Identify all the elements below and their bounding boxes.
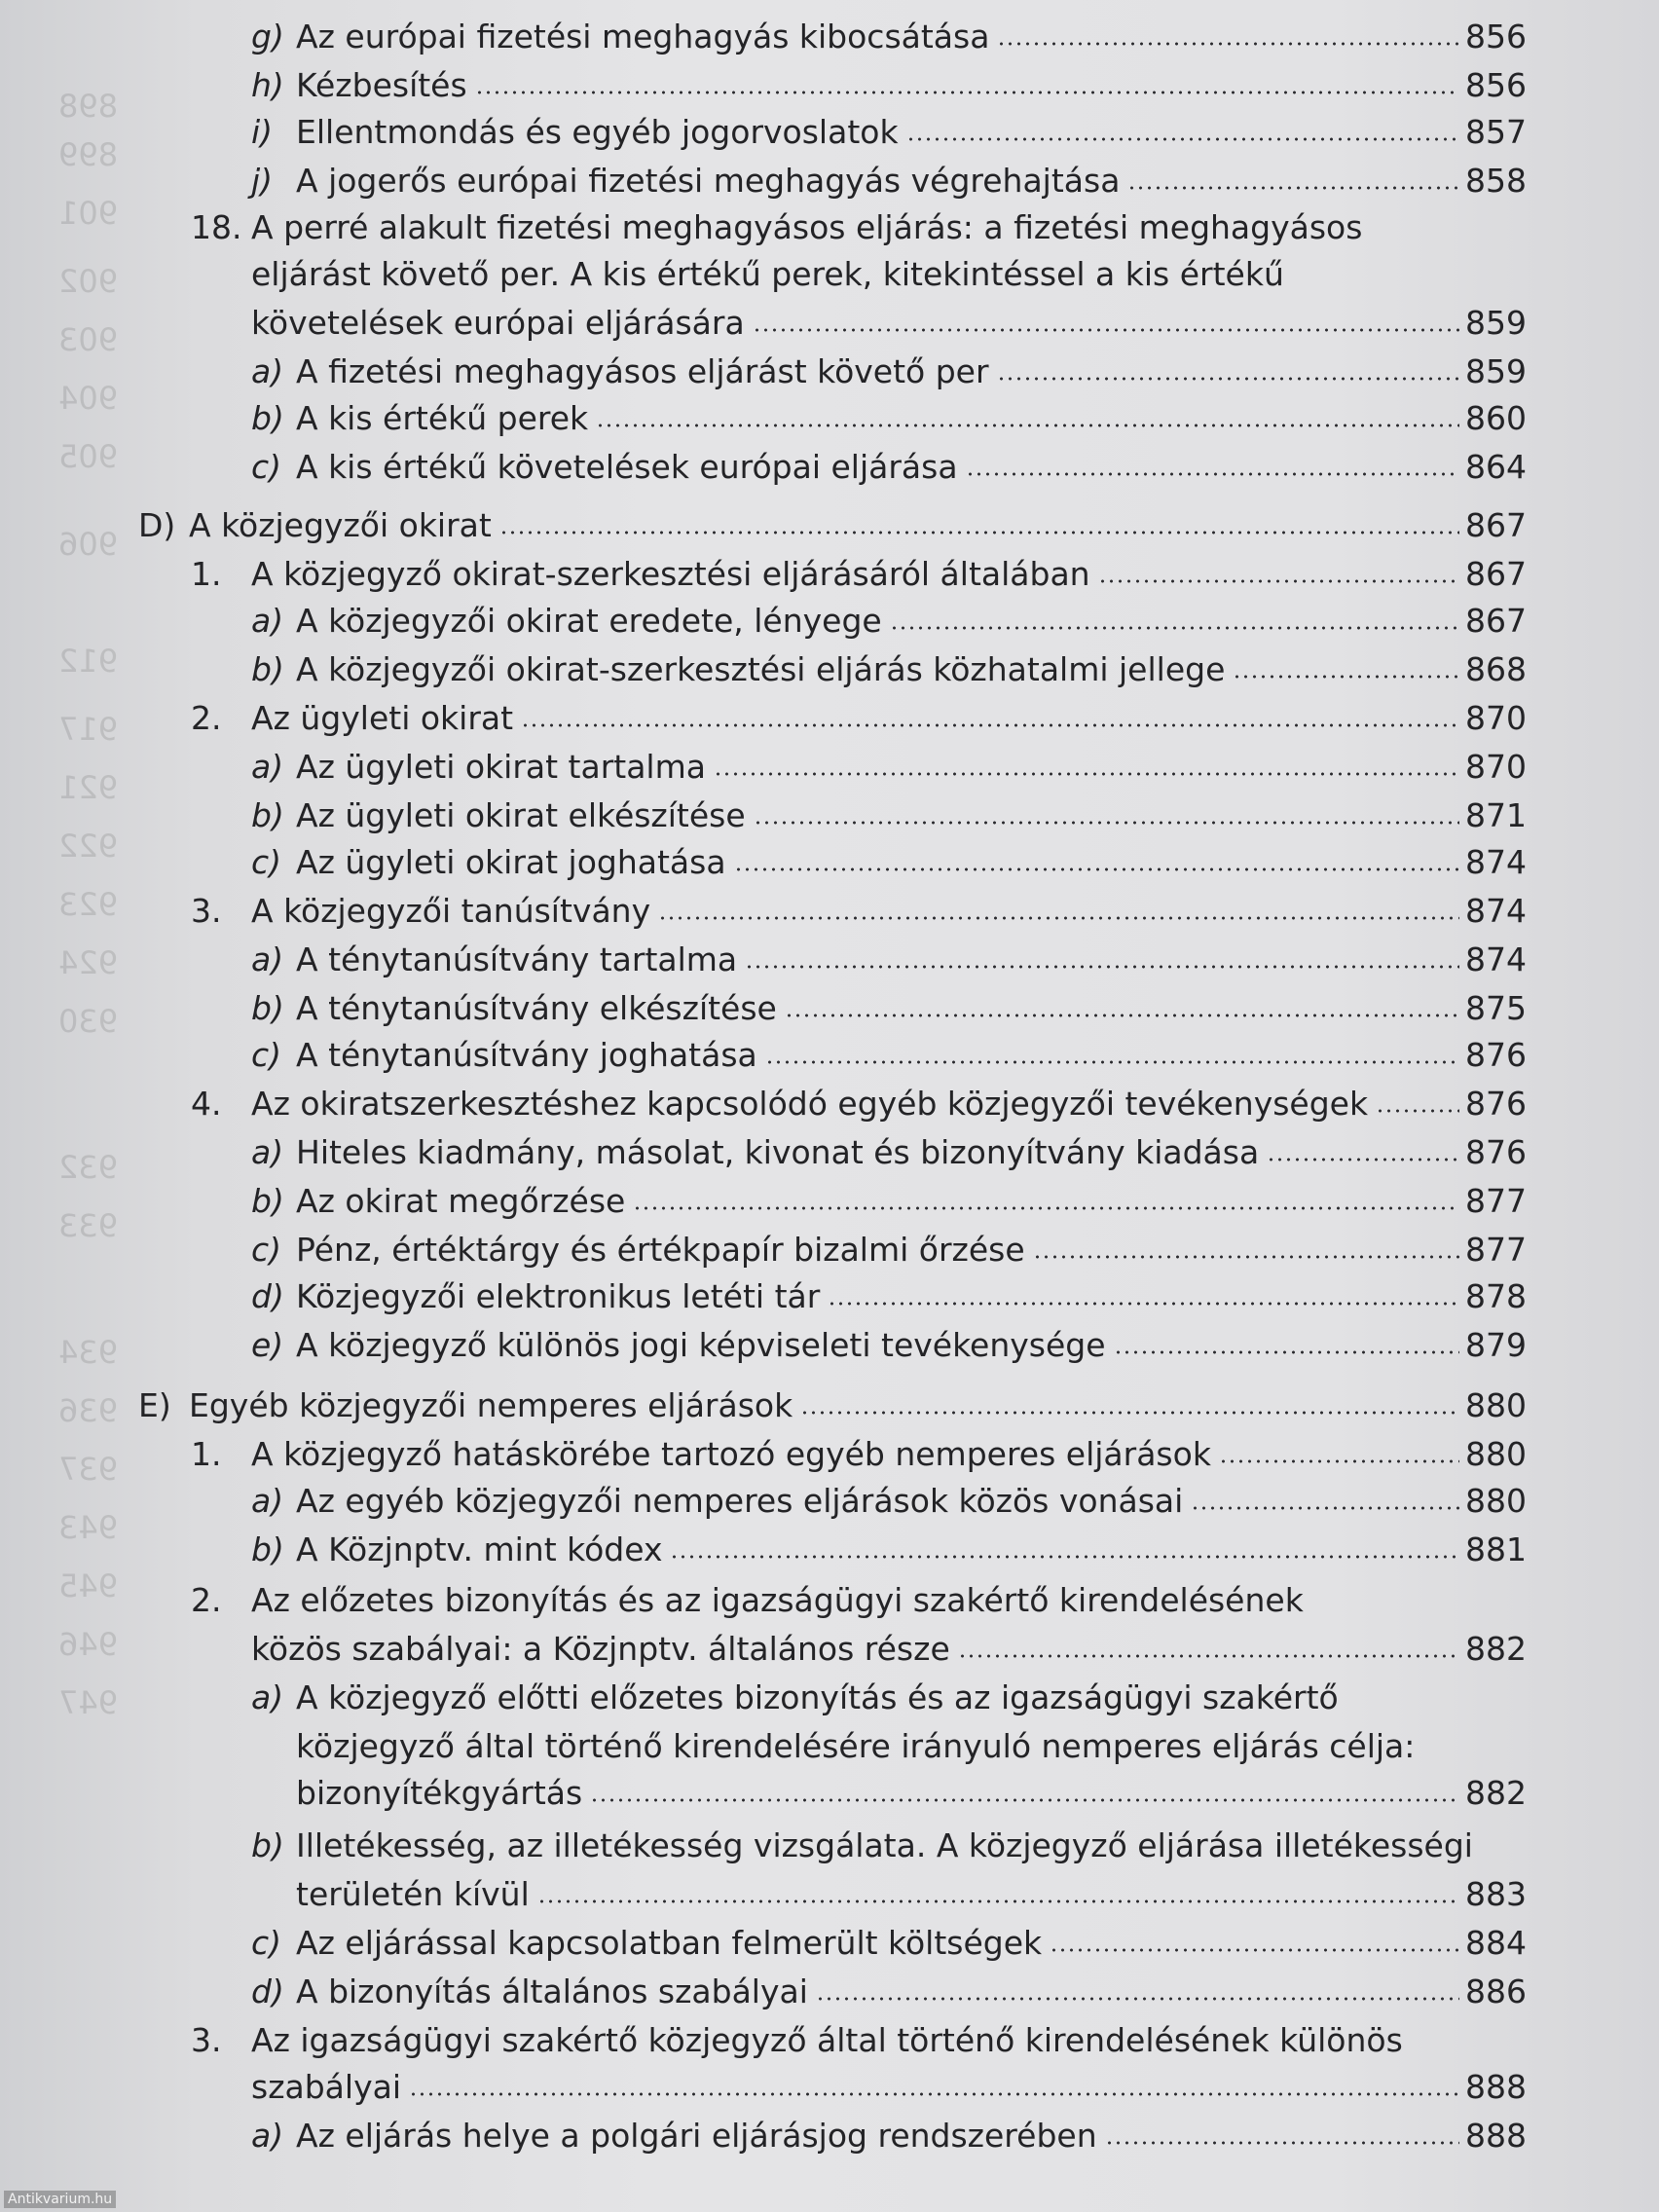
dot-leader [997, 377, 1459, 381]
dot-leader [745, 965, 1459, 969]
toc-entry [251, 1032, 1527, 1079]
toc-entry [251, 1273, 1527, 1320]
entry-title: Az okiratszerkesztéshez kapcsolódó egyéb közjegyzői tevékenységek [251, 1085, 1369, 1123]
toc-entry [191, 2017, 1527, 2064]
dot-leader [754, 821, 1459, 825]
entry-title: Az egyéb közjegyzői nemperes eljárások közös vonásai [296, 1482, 1184, 1520]
entry-number: 2. [191, 699, 222, 737]
dot-leader [1050, 1948, 1459, 1952]
toc-entry [251, 1322, 1527, 1369]
page-number: 864 [1465, 448, 1527, 486]
page-number: 859 [1465, 304, 1527, 342]
dot-leader [1127, 186, 1459, 190]
toc-entry [251, 839, 1527, 886]
entry-title: követelések európai eljárására [251, 304, 745, 342]
dot-leader [1098, 579, 1459, 583]
toc-entry [251, 2113, 1527, 2159]
dot-leader [499, 531, 1459, 535]
dot-leader [1267, 1158, 1459, 1161]
page-number: 880 [1465, 1386, 1527, 1424]
page-number: 874 [1465, 843, 1527, 881]
toc-entry [138, 502, 1527, 549]
entry-letter: a) [251, 1482, 284, 1520]
toc-entry [191, 888, 1527, 935]
entry-title: Kézbesítés [296, 66, 467, 104]
toc-entry [251, 109, 1527, 156]
toc-entry [251, 1227, 1527, 1273]
entry-letter: i) [251, 113, 274, 151]
toc-entry [251, 251, 1527, 298]
page-number: 878 [1465, 1277, 1527, 1315]
entry-letter: a) [251, 940, 284, 978]
page-number: 876 [1465, 1085, 1527, 1123]
dot-leader [1114, 1350, 1459, 1354]
entry-letter: a) [251, 602, 284, 640]
entry-letter: c) [251, 1231, 282, 1269]
page-number: 886 [1465, 1972, 1527, 2010]
entry-number: 1. [191, 555, 222, 593]
page-number: 881 [1465, 1530, 1527, 1568]
toc-entry [251, 744, 1527, 791]
entry-title: területén kívül [296, 1875, 530, 1913]
entry-title: A perré alakult fizetési meghagyásos eljárás: a fizetési meghagyásos [251, 208, 1363, 246]
page-number: 856 [1465, 66, 1527, 104]
entry-letter: a) [251, 1678, 284, 1716]
bleed-number: 899 [58, 136, 119, 173]
entry-letter: b) [251, 1826, 284, 1864]
entry-letter: c) [251, 1924, 282, 1962]
entry-letter: c) [251, 1036, 282, 1074]
entry-title: Hiteles kiadmány, másolat, kivonat és bizonyítvány kiadása [296, 1133, 1260, 1171]
dot-leader [1033, 1255, 1459, 1259]
entry-number: 1. [191, 1435, 222, 1473]
entry-title: Közjegyzői elektronikus letéti tár [296, 1277, 821, 1315]
watermark: Antikvarium.hu [4, 2191, 116, 2208]
bleed-number: 922 [58, 828, 119, 865]
entry-letter: a) [251, 748, 284, 786]
entry-letter: j) [251, 162, 274, 200]
bleed-number: 906 [58, 526, 119, 563]
toc-entry [251, 300, 1527, 347]
entry-letter: c) [251, 843, 282, 881]
entry-title: A jogerős európai fizetési meghagyás végrehajtása [296, 162, 1121, 200]
entry-title: A kis értékű követelések európai eljárása [296, 448, 958, 486]
dot-leader [714, 772, 1459, 776]
bleed-number: 945 [58, 1567, 119, 1604]
entry-letter: b) [251, 650, 284, 688]
toc-entry [251, 349, 1527, 395]
toc-entry [251, 598, 1527, 645]
page-number: 876 [1465, 1133, 1527, 1171]
entry-title: A ténytanúsítvány elkészítése [296, 989, 777, 1027]
entry-title: A közjegyző hatáskörébe tartozó egyéb nemperes eljárások [251, 1435, 1211, 1473]
page-number: 858 [1465, 162, 1527, 200]
bleed-number: 924 [58, 944, 119, 981]
entry-title: Pénz, értéktárgy és értékpapír bizalmi őrzése [296, 1231, 1025, 1269]
toc-entry [251, 985, 1527, 1032]
entry-title: Az eljárás helye a polgári eljárásjog rendszerében [296, 2117, 1097, 2155]
entry-title: Az ügyleti okirat [251, 699, 514, 737]
toc-entry [251, 444, 1527, 491]
bleed-number: 946 [58, 1626, 119, 1663]
dot-leader [633, 1206, 1459, 1210]
bleed-number: 923 [58, 886, 119, 923]
dot-leader [658, 916, 1459, 920]
entry-letter: b) [251, 1182, 284, 1220]
page-number: 879 [1465, 1326, 1527, 1364]
bleed-number: 930 [58, 1003, 119, 1040]
entry-title: A ténytanúsítvány tartalma [296, 940, 738, 978]
entry-title: Az ügyleti okirat tartalma [296, 748, 706, 786]
page-number: 856 [1465, 18, 1527, 55]
page-number: 874 [1465, 892, 1527, 930]
toc-entry [296, 1871, 1527, 1918]
page-number: 880 [1465, 1482, 1527, 1520]
page-number: 876 [1465, 1036, 1527, 1074]
entry-title: Az ügyleti okirat elkészítése [296, 796, 746, 834]
bleed-through-page-numbers [58, 0, 166, 2212]
bleed-number: 932 [58, 1149, 119, 1186]
dot-leader [906, 137, 1459, 141]
entry-title: A közjegyzői tanúsítvány [251, 892, 651, 930]
page-number: 883 [1465, 1875, 1527, 1913]
entry-number: E) [138, 1386, 171, 1424]
entry-letter: b) [251, 399, 284, 437]
dot-leader [1233, 675, 1459, 679]
page-number: 880 [1465, 1435, 1527, 1473]
entry-letter: b) [251, 796, 284, 834]
dot-leader [475, 91, 1459, 94]
entry-letter: d) [251, 1972, 284, 2010]
entry-number: 3. [191, 2021, 222, 2059]
entry-title: Illetékesség, az illetékesség vizsgálata. A közjegyző eljárása illetékességi [296, 1826, 1473, 1864]
dot-leader [537, 1899, 1459, 1903]
toc-entry [251, 395, 1527, 442]
entry-title: Az okirat megőrzése [296, 1182, 626, 1220]
page-number: 882 [1465, 1630, 1527, 1668]
toc-entry [138, 1382, 1527, 1429]
dot-leader [816, 1997, 1459, 2001]
entry-title: A bizonyítás általános szabályai [296, 1972, 808, 2010]
entry-title: Az eljárással kapcsolatban felmerült költségek [296, 1924, 1043, 1962]
dot-leader [1191, 1506, 1459, 1510]
dot-leader [521, 723, 1459, 727]
entry-number: D) [138, 506, 176, 544]
entry-letter: h) [251, 66, 284, 104]
page-number: 870 [1465, 699, 1527, 737]
toc-entry [251, 2064, 1527, 2111]
dot-leader [1105, 2141, 1459, 2145]
page-number: 882 [1465, 1774, 1527, 1812]
entry-title: bizonyítékgyártás [296, 1774, 583, 1812]
page-number: 871 [1465, 796, 1527, 834]
dot-leader [590, 1798, 1459, 1802]
toc-entry [251, 1675, 1527, 1721]
entry-letter: b) [251, 989, 284, 1027]
toc-entry [191, 551, 1527, 598]
toc-entry [251, 62, 1527, 109]
entry-letter: b) [251, 1530, 284, 1568]
entry-letter: c) [251, 448, 282, 486]
entry-title: Az előzetes bizonyítás és az igazságügyi szakértő kirendelésének [251, 1581, 1304, 1619]
toc-entry [251, 1823, 1527, 1869]
dot-leader [409, 2092, 1459, 2096]
dot-leader [765, 1060, 1459, 1064]
entry-letter: a) [251, 1133, 284, 1171]
page-number: 875 [1465, 989, 1527, 1027]
bleed-number: 902 [58, 263, 119, 300]
page-number: 867 [1465, 506, 1527, 544]
entry-title: eljárást követő per. A kis értékű perek, kitekintéssel a kis értékű [251, 255, 1284, 293]
entry-title: közjegyző által történő kirendelésére irányuló nemperes eljárás célja: [296, 1727, 1416, 1765]
dot-leader [1219, 1459, 1459, 1463]
toc-entry [191, 204, 1527, 251]
entry-title: Egyéb közjegyzői nemperes eljárások [189, 1386, 793, 1424]
bleed-number: 912 [58, 643, 119, 680]
entry-title: A ténytanúsítvány joghatása [296, 1036, 757, 1074]
toc-entry [191, 695, 1527, 742]
toc-entry [296, 1770, 1527, 1817]
dot-leader [890, 626, 1459, 630]
toc-entry [251, 793, 1527, 839]
page-number: 884 [1465, 1924, 1527, 1962]
toc-entry [251, 646, 1527, 693]
dot-leader [997, 42, 1459, 46]
page-number: 867 [1465, 602, 1527, 640]
entry-title: szabályai [251, 2068, 401, 2106]
toc-entry [296, 1723, 1527, 1770]
page-number: 888 [1465, 2117, 1527, 2155]
entry-number: 4. [191, 1085, 222, 1123]
toc-entry [251, 1626, 1527, 1673]
entry-title: A közjegyzői okirat-szerkesztési eljárás közhatalmi jellege [296, 650, 1226, 688]
toc-entry [251, 1920, 1527, 1967]
page-number: 877 [1465, 1182, 1527, 1220]
toc-entry [251, 937, 1527, 983]
entry-title: A Közjnptv. mint kódex [296, 1530, 663, 1568]
entry-title: A fizetési meghagyásos eljárást követő per [296, 352, 989, 390]
bleed-number: 905 [58, 438, 119, 475]
toc-entry [251, 1969, 1527, 2015]
entry-title: A közjegyzői okirat eredete, lényege [296, 602, 882, 640]
toc-entry [251, 1129, 1527, 1176]
toc-entry [251, 14, 1527, 60]
page-number: 870 [1465, 748, 1527, 786]
toc-entry [191, 1081, 1527, 1127]
page-number: 857 [1465, 113, 1527, 151]
page-number: 877 [1465, 1231, 1527, 1269]
dot-leader [966, 472, 1459, 476]
dot-leader [670, 1555, 1459, 1559]
bleed-number: 904 [58, 380, 119, 417]
dot-leader [828, 1302, 1459, 1306]
page-number: 859 [1465, 352, 1527, 390]
toc-entry [251, 1527, 1527, 1573]
entry-letter: e) [251, 1326, 284, 1364]
bleed-number: 898 [58, 88, 119, 125]
toc-entry [251, 1178, 1527, 1225]
toc-entry [251, 158, 1527, 204]
page-number: 888 [1465, 2068, 1527, 2106]
entry-title: A közjegyzői okirat [189, 506, 492, 544]
entry-letter: g) [251, 18, 284, 55]
entry-number: 2. [191, 1581, 222, 1619]
bleed-number: 947 [58, 1684, 119, 1721]
bleed-number: 921 [58, 769, 119, 806]
dot-leader [596, 424, 1459, 427]
toc-entry [251, 1478, 1527, 1525]
entry-title: A kis értékű perek [296, 399, 589, 437]
entry-title: Az igazságügyi szakértő közjegyző által történő kirendelésének különös [251, 2021, 1403, 2059]
bleed-number: 934 [58, 1334, 119, 1371]
entry-title: közös szabályai: a Közjnptv. általános része [251, 1630, 950, 1668]
entry-letter: a) [251, 2117, 284, 2155]
entry-title: A közjegyző előtti előzetes bizonyítás és az igazságügyi szakértő [296, 1678, 1339, 1716]
page-number: 867 [1465, 555, 1527, 593]
bleed-number: 943 [58, 1509, 119, 1546]
dot-leader [734, 867, 1459, 871]
page-number: 868 [1465, 650, 1527, 688]
dot-leader [1376, 1109, 1459, 1113]
entry-title: Az ügyleti okirat joghatása [296, 843, 726, 881]
bleed-number: 936 [58, 1392, 119, 1429]
entry-number: 3. [191, 892, 222, 930]
entry-title: Ellentmondás és egyéb jogorvoslatok [296, 113, 899, 151]
page-number: 860 [1465, 399, 1527, 437]
entry-title: Az európai fizetési meghagyás kibocsátása [296, 18, 990, 55]
entry-letter: d) [251, 1277, 284, 1315]
bleed-number: 933 [58, 1207, 119, 1244]
bleed-number: 917 [58, 711, 119, 748]
entry-letter: a) [251, 352, 284, 390]
dot-leader [800, 1411, 1459, 1415]
toc-entry [191, 1577, 1527, 1624]
entry-title: A közjegyző okirat-szerkesztési eljárásáról általában [251, 555, 1090, 593]
bleed-number: 901 [58, 195, 119, 232]
toc-entry [191, 1431, 1527, 1478]
dot-leader [753, 328, 1459, 332]
dot-leader [785, 1014, 1459, 1017]
entry-title: A közjegyző különös jogi képviseleti tevékenysége [296, 1326, 1106, 1364]
entry-number: 18. [191, 208, 242, 246]
page-number: 874 [1465, 940, 1527, 978]
bleed-number: 903 [58, 321, 119, 358]
dot-leader [958, 1654, 1459, 1658]
bleed-number: 937 [58, 1451, 119, 1488]
